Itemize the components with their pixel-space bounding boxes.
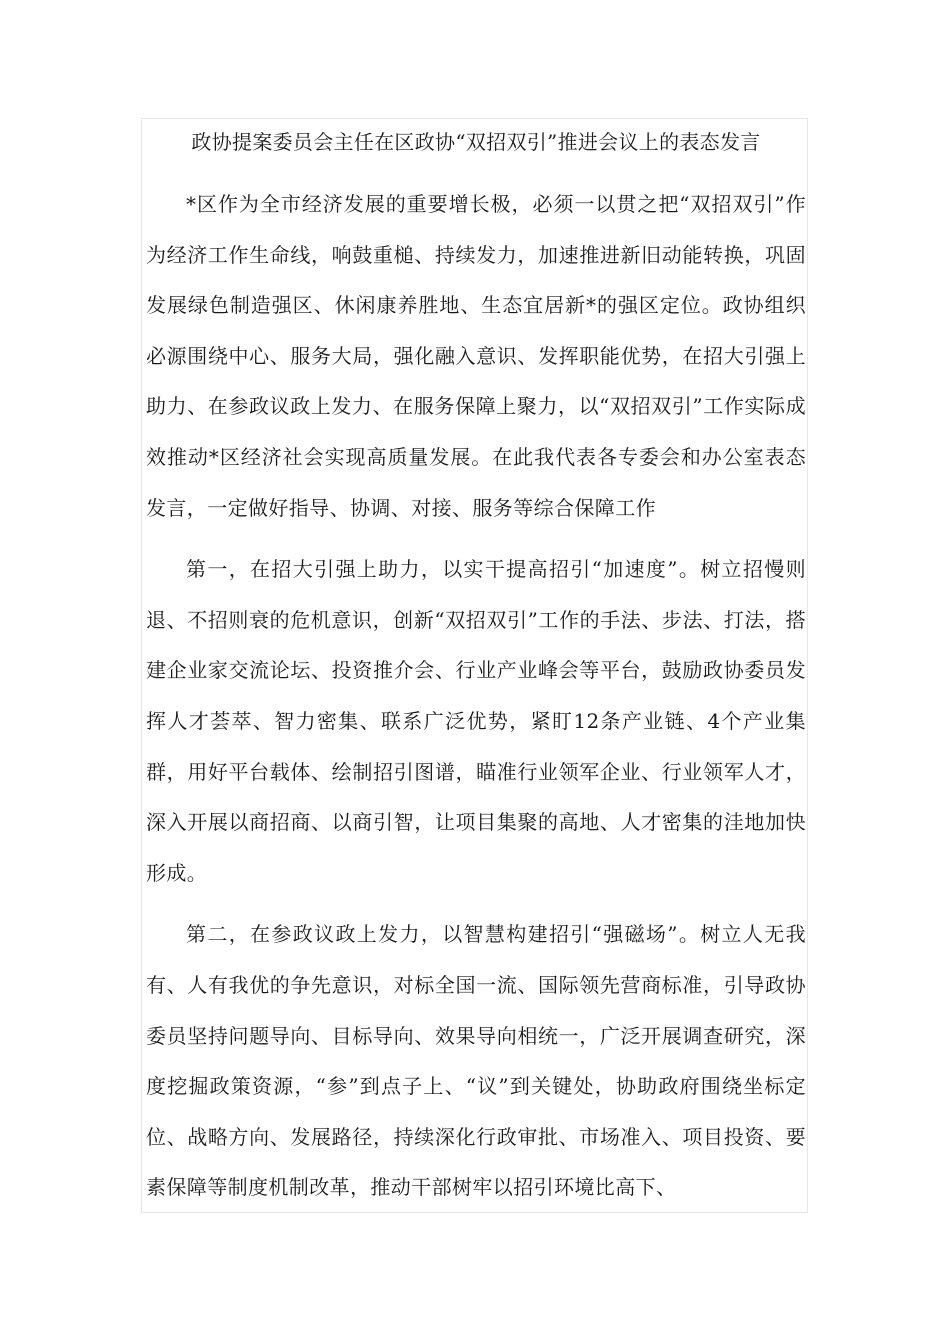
paragraph-intro: *区作为全市经济发展的重要增长极，必须一以贯之把“双招双引”作为经济工作生命线，响鼓重槌、持续发力，加速推进新旧动能转换，巩固发展绿色制造强区、休闲康养胜地、生态宜居新*的强区定位。政协组织必源围绕中心、服务大局，强化融入意识、发挥职能优势，在招大引强上助力、在参政议政上发力、在服务保障上聚力，以“双招双引”工作实际成效推动*区经济社会实现高质量发展。在此我代表各专委会和办公室表态发言，一定做好指导、协调、对接、服务等综合保障工作 xyxy=(146,192,806,520)
document-title: 政协提案委员会主任在区政协“双招双引”推进会议上的表态发言 xyxy=(191,130,761,154)
document-body xyxy=(146,118,806,1213)
paragraph-second-point: 第二，在参政议政上发力，以智慧构建招引“强磁场”。树立人无我有、人有我优的争先意识，对标全国一流、国际领先营商标准，引导政协委员坚持问题导向、目标导向、效果导向相统一，广泛开展调查研究，深度挖掘政策资源，“参”到点子上、“议”到关键处，协助政府围绕坐标定位、战略方向、发展路径，持续深化行政审批、市场准入、项目投资、要素保障等制度机制改革，推动干部树牢以招引环境比高下、 xyxy=(146,922,806,1200)
paragraph-first-point: 第一，在招大引强上助力，以实干提高招引“加速度”。树立招慢则退、不招则衰的危机意识，创新“双招双引”工作的手法、步法、打法，搭建企业家交流论坛、投资推介会、行业产业峰会等平台，鼓励政协委员发挥人才荟萃、智力密集、联系广泛优势，紧盯12条产业链、4个产业集群，用好平台载体、绘制招引图谱，瞄准行业领军企业、行业领军人才，深入开展以商招商、以商引智，让项目集聚的高地、人才密集的洼地加快形成。 xyxy=(146,557,806,885)
